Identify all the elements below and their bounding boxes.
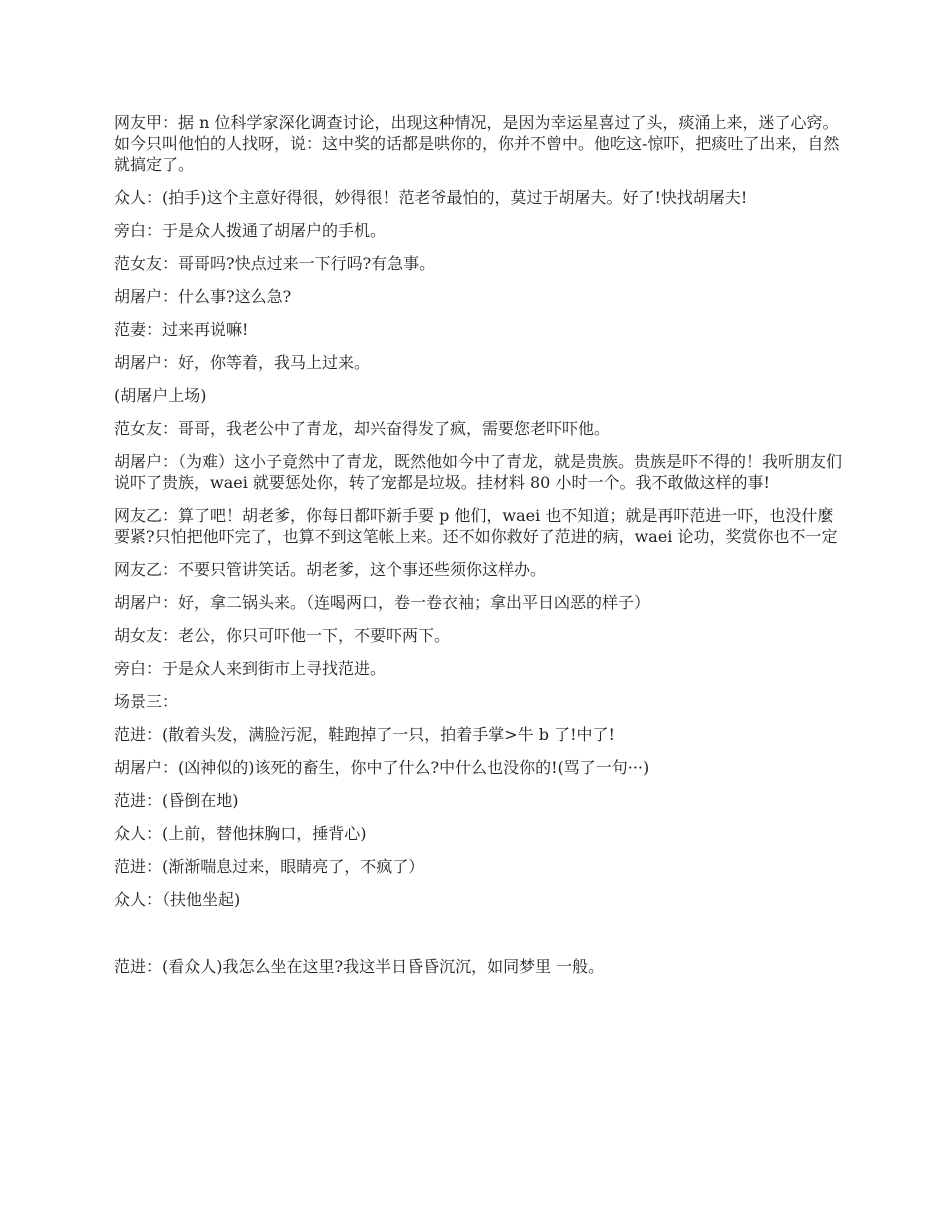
paragraph-07: 胡屠户：好，你等着，我马上过来。 (114, 353, 371, 372)
paragraph-11: 网友乙：算了吧！胡老爹，你每日都吓新手要 p 他们，waei 也不知道；就是再吓范进一吓，也没什麼要紧?只怕把他吓完了，也算不到这笔帐上来。还不如你救好了范进的病，waei 论功，奖赏你也不一定 (114, 506, 838, 546)
paragraph-09: 范女友：哥哥，我老公中了青龙，却兴奋得发了疯，需要您老吓吓他。 (114, 419, 611, 438)
paragraph-14: 胡女友：老公，你只可吓他一下，不要吓两下。 (114, 626, 451, 645)
paragraph-13: 胡屠户：好，拿二锅头来。（连喝两口，卷一卷衣袖；拿出平日凶恶的样子） (114, 593, 651, 612)
paragraph-12: 网友乙：不要只管讲笑话。胡老爹，这个事还些须你这样办。 (114, 560, 547, 579)
paragraph-04: 范女友：哥哥吗?快点过来一下行吗?有急事。 (114, 254, 436, 273)
paragraph-05: 胡屠户：什么事?这么急? (114, 287, 292, 306)
paragraph-17: 范进：(散着头发，满脸污泥，鞋跑掉了一只，拍着手掌>牛 b 了!中了! (114, 725, 615, 744)
paragraph-18: 胡屠户：(凶神似的)该死的畜生，你中了什么?中什么也没你的!(骂了一句···) (114, 758, 650, 777)
paragraph-06: 范妻：过来再说嘛! (114, 320, 249, 339)
paragraph-20: 众人：(上前，替他抹胸口，捶背心) (114, 824, 367, 843)
paragraph-19: 范进：(昏倒在地) (114, 791, 239, 810)
paragraph-10: 胡屠户：（为难）这小子竟然中了青龙，既然他如今中了青龙，就是贵族。贵族是吓不得的！我听朋友们说吓了贵族，waei 就要惩处你，转了宠都是垃圾。挂材料 80 小时一个。我不敢做这样的事! (114, 452, 843, 492)
paragraph-02: 众人：(拍手)这个主意好得很，妙得很！范老爷最怕的，莫过于胡屠夫。好了!快找胡屠夫! (114, 188, 748, 207)
blank-gap (114, 922, 842, 956)
paragraph-16: 场景三： (114, 692, 179, 711)
paragraph-01: 网友甲：据 n 位科学家深化调查讨论，出现这种情况，是因为幸运星喜过了头，痰涌上来，迷了心窍。如今只叫他怕的人找呀，说：这中奖的话都是哄你的，你并不曾中。他吃这-惊吓，把痰吐了出来，自然就搞定了。 (114, 113, 840, 174)
paragraph-08: (胡屠户上场) (114, 386, 207, 405)
paragraph-15: 旁白：于是众人来到街市上寻找范进。 (114, 659, 387, 678)
paragraph-23: 范进：(看众人)我怎么坐在这里?我这半日昏昏沉沉，如同梦里 一般。 (114, 957, 605, 976)
document-body (114, 112, 842, 989)
paragraph-22: 众人：（扶他坐起) (114, 890, 241, 909)
paragraph-03: 旁白：于是众人拨通了胡屠户的手机。 (114, 221, 387, 240)
paragraph-21: 范进：(渐渐喘息过来，眼睛亮了，不疯了） (114, 857, 425, 876)
